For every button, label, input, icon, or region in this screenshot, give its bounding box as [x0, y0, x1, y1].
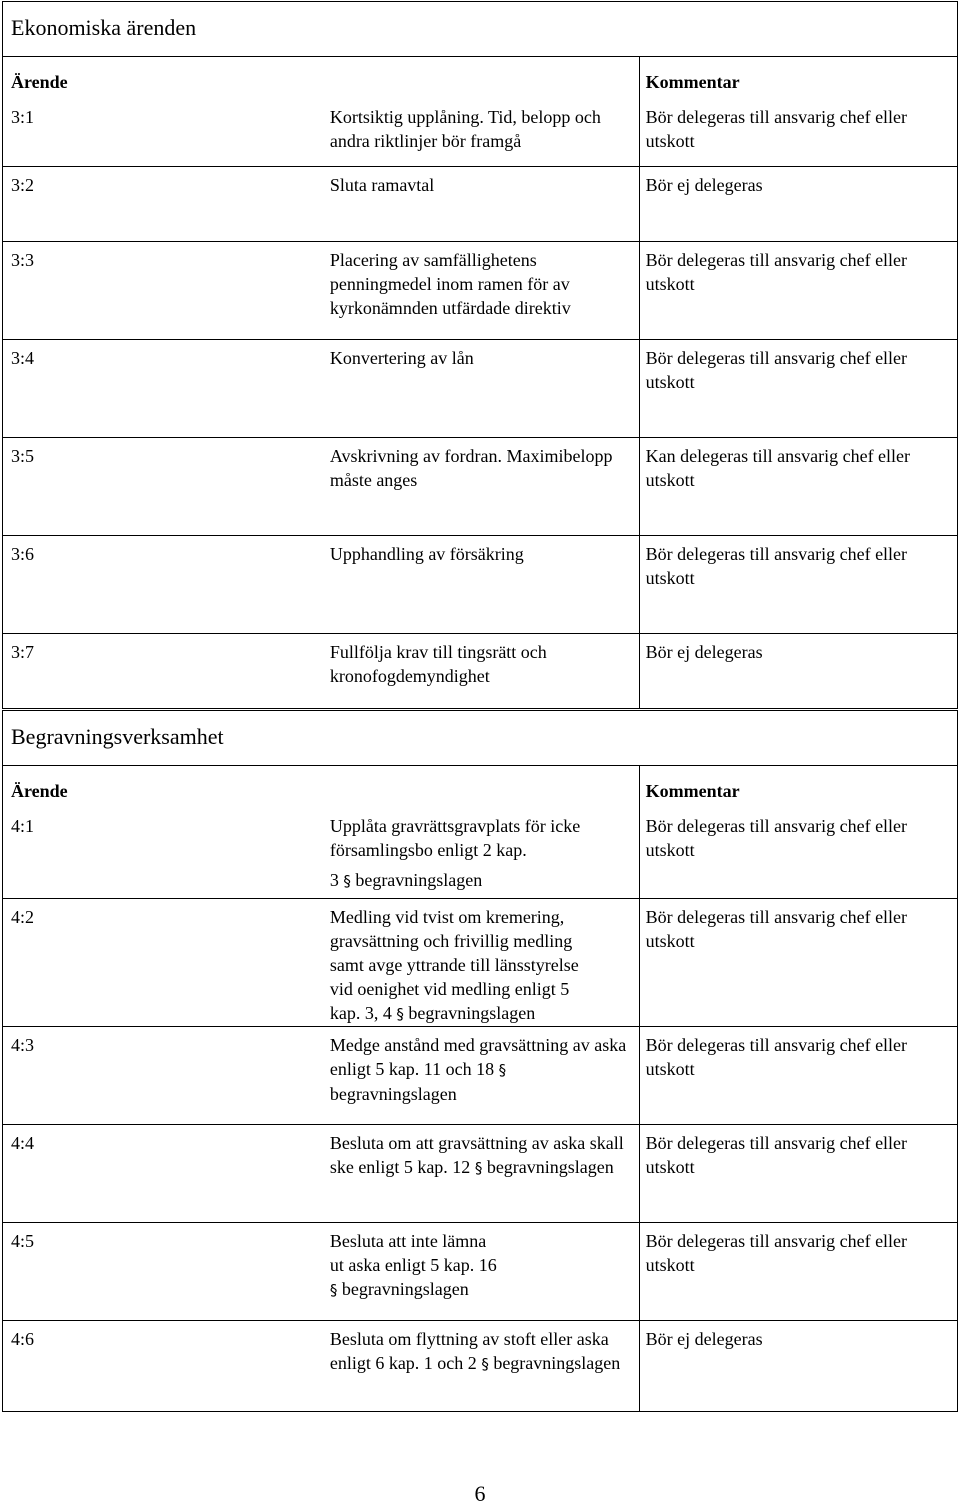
row-number: 3:7 [3, 634, 321, 709]
row-description: Konvertering av lån [321, 340, 639, 438]
section-sign: § [481, 1355, 489, 1373]
table-row [3, 438, 958, 536]
row-description: Kortsiktig upplåning. Tid, belopp och andra riktlinjer bör framgå [321, 99, 639, 167]
row-number: 3:2 [3, 167, 321, 242]
section-sign: § [343, 871, 351, 890]
row-number: 3:4 [3, 340, 321, 438]
header-arende: Ärende [3, 766, 640, 808]
table-row [3, 99, 958, 167]
section-sign: § [396, 1005, 404, 1023]
description-text: Upplåta gravrättsgravplats för icke församlingsbo enligt 2 kap. [329, 815, 581, 860]
section-sign: § [474, 1159, 483, 1177]
row-number: 4:1 [3, 808, 321, 899]
row-comment: Kan delegeras till ansvarig chef eller utskott [639, 438, 957, 536]
row-comment: Bör delegeras till ansvarig chef eller utskott [639, 340, 957, 438]
row-number: 4:5 [3, 1223, 321, 1321]
table-row [3, 167, 958, 242]
header-kommentar: Kommentar [639, 57, 957, 99]
begravningsverksamhet-table [2, 710, 958, 1412]
chapter-number: 3 [329, 869, 339, 890]
law-name: begravningslagen [355, 869, 483, 890]
description-text: Besluta om att gravsättning av aska skall ske enligt 5 kap. 12 [329, 1133, 624, 1177]
table-row [3, 536, 958, 634]
row-comment: Bör delegeras till ansvarig chef eller utskott [639, 536, 957, 634]
row-number: 4:3 [3, 1027, 321, 1125]
row-number: 3:3 [3, 242, 321, 340]
row-description [321, 1027, 639, 1125]
row-description [321, 899, 639, 1027]
header-row [3, 766, 958, 808]
law-name: begravningslagen [493, 1353, 621, 1373]
row-comment: Bör delegeras till ansvarig chef eller utskott [639, 242, 957, 340]
table-row [3, 242, 958, 340]
page-number: 6 [474, 1481, 486, 1506]
header-arende: Ärende [3, 57, 640, 99]
table-row [3, 340, 958, 438]
row-number: 4:6 [3, 1321, 321, 1412]
row-number: 3:1 [3, 99, 321, 167]
row-description [321, 1125, 639, 1223]
row-number: 3:6 [3, 536, 321, 634]
section-title-row [3, 2, 958, 57]
section-sign: § [329, 1281, 338, 1299]
table-row [3, 899, 958, 1027]
table-row [3, 1223, 958, 1321]
row-comment: Bör delegeras till ansvarig chef eller utskott [639, 99, 957, 167]
row-description [321, 808, 639, 899]
table-row [3, 1125, 958, 1223]
row-comment: Bör ej delegeras [639, 634, 957, 709]
header-kommentar: Kommentar [639, 766, 957, 808]
row-description: Fullfölja krav till tingsrätt och kronofogdemyndighet [321, 634, 639, 709]
row-number: 4:2 [3, 899, 321, 1027]
description-text: Besluta att inte lämna ut aska enligt 5 kap. 16 [329, 1231, 497, 1275]
description-text: Besluta om flyttning av stoft eller aska enligt 6 kap. 1 och 2 [329, 1329, 609, 1373]
row-number: 3:5 [3, 438, 321, 536]
row-description [321, 1321, 639, 1412]
law-name: begravningslagen [408, 1003, 536, 1023]
row-comment: Bör delegeras till ansvarig chef eller utskott [639, 1027, 957, 1125]
row-comment: Bör ej delegeras [639, 1321, 957, 1412]
law-name: begravningslagen [341, 1279, 469, 1299]
header-row [3, 57, 958, 99]
section-sign: § [498, 1061, 507, 1079]
table-row [3, 634, 958, 709]
description-text: Medling vid tvist om kremering, gravsättning och frivillig medling samt avge yttrande till länsstyrelse vid oenighet vid medling enligt 5 kap. 3, 4 [329, 907, 579, 1023]
law-name: begravningslagen [329, 1084, 457, 1104]
row-comment: Bör ej delegeras [639, 167, 957, 242]
table-row [3, 1321, 958, 1412]
table-row [3, 1027, 958, 1125]
row-description [321, 1223, 639, 1321]
ekonomiska-arenden-table [2, 1, 958, 709]
row-comment: Bör delegeras till ansvarig chef eller utskott [639, 1125, 957, 1223]
table-row [3, 808, 958, 899]
description-text: Medge anstånd med gravsättning av aska enligt 5 kap. 11 och 18 [329, 1035, 627, 1079]
row-number: 4:4 [3, 1125, 321, 1223]
row-description: Placering av samfällighetens penningmedel inom ramen för av kyrkonämnden utfärdade direktiv [321, 242, 639, 340]
section-title: Ekonomiska ärenden [3, 2, 958, 57]
row-description: Sluta ramavtal [321, 167, 639, 242]
row-comment: Bör delegeras till ansvarig chef eller utskott [639, 1223, 957, 1321]
section-title-row [3, 711, 958, 766]
row-description: Avskrivning av fordran. Maximibelopp måste anges [321, 438, 639, 536]
row-comment: Bör delegeras till ansvarig chef eller utskott [639, 899, 957, 1027]
row-description: Upphandling av försäkring [321, 536, 639, 634]
row-comment: Bör delegeras till ansvarig chef eller utskott [639, 808, 957, 899]
section-title: Begravningsverksamhet [3, 711, 958, 766]
law-name: begravningslagen [486, 1157, 614, 1177]
